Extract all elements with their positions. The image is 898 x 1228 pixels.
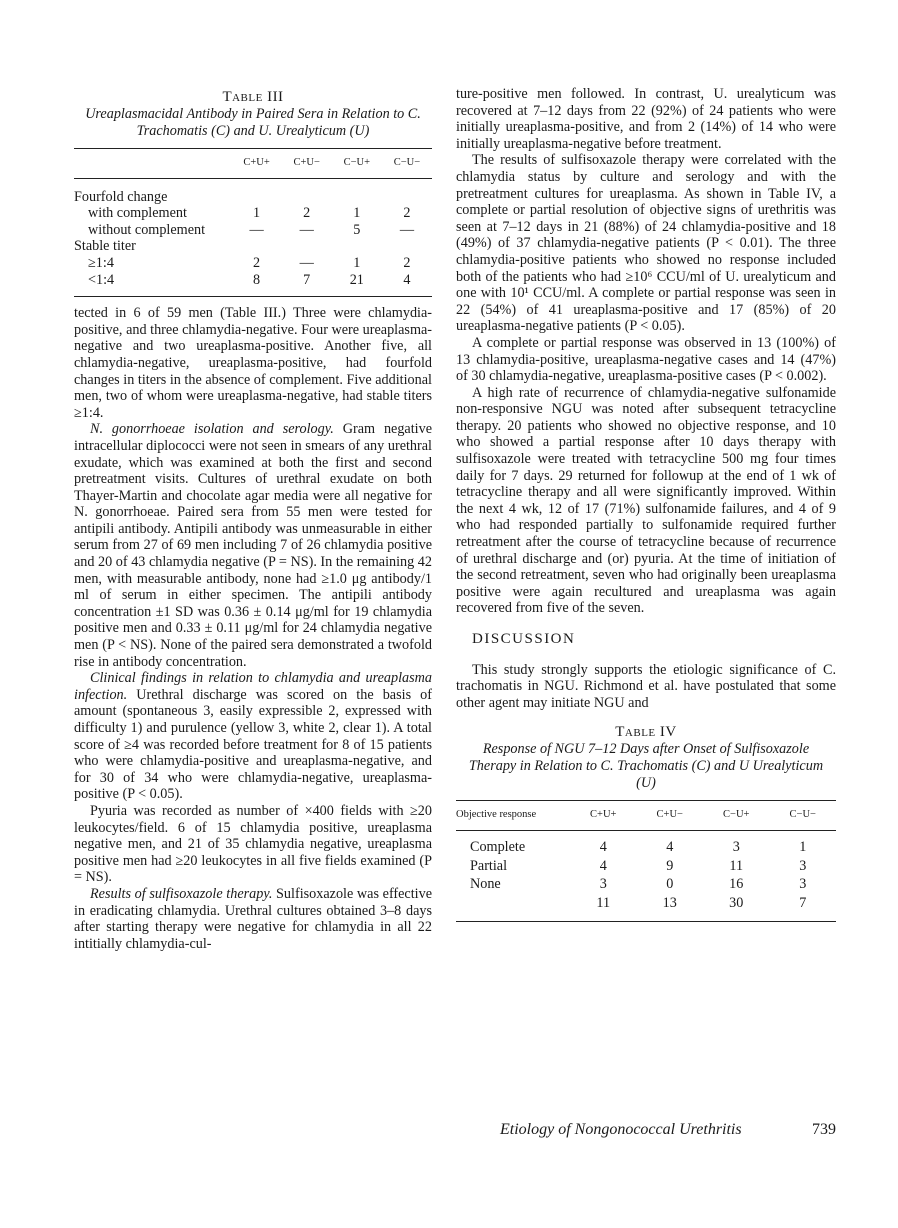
left-column bbox=[74, 88, 432, 952]
cell-value: 7 bbox=[799, 894, 807, 911]
cell-value: 0 bbox=[666, 876, 674, 893]
table-4-number: Table IV bbox=[615, 724, 677, 741]
table-row bbox=[74, 238, 432, 255]
row-label: Fourfold change bbox=[74, 188, 168, 205]
cell-value: 2 bbox=[403, 254, 411, 271]
table-row bbox=[74, 205, 432, 222]
cell-value: 1 bbox=[353, 205, 361, 222]
paragraph bbox=[74, 886, 432, 952]
cell-value: 4 bbox=[403, 271, 411, 288]
column-header: C−U− bbox=[789, 809, 816, 821]
paragraph: A complete or partial response was observed in 13 (100%) of 13 chlamydia-positive, ureaplasma-negative cases and 14 (47%) of 30 chlamydia-negative, ureaplasma-positive cases (P < 0.002). bbox=[456, 334, 836, 385]
table-row bbox=[456, 857, 836, 876]
cell-value: — bbox=[249, 221, 264, 238]
column-header: Objective response bbox=[456, 809, 537, 821]
page-footer bbox=[500, 1122, 836, 1139]
cell-value bbox=[332, 178, 382, 205]
paragraph bbox=[74, 421, 432, 670]
table-row bbox=[74, 255, 432, 272]
discussion-heading: DISCUSSION bbox=[472, 631, 576, 647]
cell-value bbox=[382, 238, 432, 255]
cell-value: 30 bbox=[729, 894, 744, 911]
paragraph-text: Gram negative intracellular diplococci were not seen in smears of any urethral exudate, which was examined at both the first and second pretreatment visits. Cultures of urethral exudate on both Thayer-Martin and chocolate agar media were all negative for N. gonorrhoeae. Paired sera from 55 men were tested for antipili antibody. Antipili antibody was unmeasurable in either serum from 27 of 69 men including 7 of 26 chlamydia positive and 20 of 43 chlamydia negative (P = NS). In the remaining 42 men, with measurable antibody, none had ≥1.0 μg antibody/1 ml of serum in either specimen. The antipili antibody concentration ±1 SD was 0.36 ± 0.14 μg/ml for 19 chlamydia positive men and 0.33 ± 0.11 μg/ml for 24 chlamydia negative men (P < NS). None of the paired sera demonstrated a twofold rise in antibody concentration. bbox=[74, 421, 433, 670]
column-header bbox=[74, 149, 232, 179]
right-column bbox=[456, 86, 836, 922]
cell-value: 3 bbox=[799, 876, 807, 893]
paragraph-subheading: N. gonorrhoeae isolation and serology. bbox=[90, 421, 334, 438]
table-4 bbox=[456, 800, 836, 922]
cell-value: — bbox=[399, 221, 415, 238]
column-header: C+U− bbox=[293, 157, 320, 168]
row-label: Complete bbox=[470, 838, 526, 855]
cell-value bbox=[232, 178, 282, 205]
row-label: ≥1:4 bbox=[88, 254, 114, 271]
table-3 bbox=[74, 148, 432, 297]
table-4-title: Response of NGU 7–12 Days after Onset of Sulfisoxazole Therapy in Relation to C. Trachomatis (C) and U Urealyticum (U) bbox=[468, 741, 824, 792]
cell-value: 7 bbox=[303, 271, 311, 288]
cell-value: — bbox=[299, 221, 314, 238]
paragraph bbox=[74, 305, 432, 421]
cell-value: 11 bbox=[596, 894, 611, 911]
cell-value: 4 bbox=[666, 838, 674, 855]
table-3-caption bbox=[74, 88, 432, 140]
paragraph bbox=[74, 670, 432, 803]
discussion-paragraph: This study strongly supports the etiologic significance of C. trachomatis in NGU. Richmond et al. have postulated that some other agent may initiate NGU and bbox=[456, 661, 836, 711]
running-title: Etiology of Nongonococcal Urethritis bbox=[500, 1121, 742, 1138]
row-label: without complement bbox=[88, 221, 206, 238]
cell-value bbox=[282, 178, 332, 205]
paragraph-text: Pyuria was recorded as number of ×400 fields with ≥20 leukocytes/field. 6 of 15 chlamydia positive, ureaplasma negative men, and 21 of 35 chlamydia negative, ureaplasma positive men had ≥20 leukocytes in all five fields examined (P = NS). bbox=[74, 802, 432, 886]
paragraph: A high rate of recurrence of chlamydia-negative sulfonamide non-responsive NGU was noted after subsequent tetracycline therapy. 20 patients who showed no objective response, and 10 who showed a partial response after 10 days therapy with sulfisoxazole were treated with tetracycline 500 mg four times daily for 7 days. 29 returned for followup at the end of 1 wk of tetracycline therapy and all were significantly improved. Within the next 4 wk, 12 of 17 (71%) sulfonamide failures, and 4 of 9 who had responded partially to sulfonamide required further retreatment after the course of tetracycline because of recurrence of urethral discharge and (or) pyuria. At the time of initiation of the second retreatment, seven who had originally been ureaplasma positive were again recultured and ureaplasma was again recovered from five of the seven. bbox=[456, 384, 836, 617]
cell-value: 13 bbox=[662, 894, 677, 911]
cell-value: 2 bbox=[303, 205, 311, 222]
cell-value: 8 bbox=[253, 271, 261, 288]
row-label: <1:4 bbox=[88, 271, 115, 288]
column-header: C−U+ bbox=[723, 809, 750, 821]
cell-value bbox=[282, 238, 332, 255]
column-header: C+U+ bbox=[590, 809, 617, 821]
cell-value: 16 bbox=[729, 876, 744, 893]
cell-value: 5 bbox=[353, 221, 361, 238]
column-header: C−U− bbox=[393, 157, 421, 168]
table-3-title: Ureaplasmacidal Antibody in Paired Sera in Relation to C. Trachomatis (C) and U. Urealyticum (U) bbox=[85, 106, 421, 139]
paragraph-text: tected in 6 of 59 men (Table III.) Three were chlamydia-positive, and three chlamydia-negative. Four were ureaplasma-negative and two ureaplasma-positive. Another five, all chlamydia-negative, ureaplasma-positive, had fourfold changes in titers in the absence of complement. Five additional men, two of whom were ureaplasma-negative, had stable titers ≥1:4. bbox=[74, 305, 432, 421]
paragraph-subheading: Results of sulfisoxazole therapy. bbox=[90, 885, 273, 902]
right-body-text bbox=[456, 86, 836, 617]
cell-value: 3 bbox=[599, 876, 607, 893]
cell-value: 1 bbox=[253, 205, 261, 222]
page-number: 739 bbox=[812, 1121, 836, 1138]
cell-value: 4 bbox=[599, 857, 607, 874]
paragraph-text: Urethral discharge was scored on the basis of amount (spontaneous 3, easily expressible 2, expressed with difficulty 1) and purulence (yellow 3, white 2, clear 1). A total score of ≥4 was recorded before treatment for 8 of 15 patients who were chlamydia-positive and ureaplasma-negative, and for 30 of 34 who were chlamydia-negative, ureaplasma-positive (P < 0.05). bbox=[74, 686, 432, 803]
table-row bbox=[456, 875, 836, 894]
table-4-caption bbox=[456, 723, 836, 792]
table-row bbox=[456, 894, 836, 922]
row-label: Stable titer bbox=[74, 238, 136, 255]
row-label: Partial bbox=[470, 857, 508, 874]
paragraph-text: Sulfisoxazole was effective in eradicating chlamydia. Urethral cultures obtained 3–8 days after starting therapy were negative for chlamydia in all 22 intitially chlamydia-cul- bbox=[74, 885, 433, 952]
cell-value: 3 bbox=[732, 838, 740, 855]
row-label: None bbox=[470, 876, 501, 893]
cell-value: 21 bbox=[349, 271, 364, 288]
row-label: with complement bbox=[88, 205, 187, 222]
paragraph: The results of sulfisoxazole therapy were correlated with the chlamydia status by culture and serology and with the pretreatment cultures for ureaplasma. As shown in Table IV, a complete or partial resolution of objective signs of urethritis was seen at 7–12 days in 21 (88%) of 24 chlamydia-positive and 18 (49%) of 37 chlamydia-negative patients (P < 0.01). The three chlamydia-positive patients who showed no response included both of the patients who had ≥10⁶ CCU/ml of U. urealyticum and one with 10¹ CCU/ml. A complete or partial response was seen in 22 (54%) of 41 ureaplasma-positive and 17 (85%) of 20 ureaplasma-negative patients (P < 0.05). bbox=[456, 152, 836, 335]
cell-value: 11 bbox=[729, 857, 744, 874]
cell-value: 1 bbox=[353, 254, 361, 271]
paragraph: ture-positive men followed. In contrast, U. urealyticum was recovered at 7–12 days from 22 (92%) of 24 patients who were initially ureaplasma-positive, and from 2 (14%) of 14 who were initially ureaplasma-negative before treatment. bbox=[456, 86, 836, 152]
column-header: C+U+ bbox=[243, 157, 270, 168]
cell-value: 9 bbox=[666, 857, 674, 874]
table-row bbox=[74, 222, 432, 239]
table-row bbox=[456, 830, 836, 856]
row-label bbox=[456, 894, 570, 922]
cell-value: 3 bbox=[799, 857, 807, 874]
cell-value: — bbox=[299, 254, 314, 271]
cell-value bbox=[332, 238, 382, 255]
cell-value bbox=[232, 238, 282, 255]
paragraph-subheading: Clinical findings in relation to chlamydia and ureaplasma infection. bbox=[74, 670, 432, 703]
cell-value bbox=[382, 178, 432, 205]
cell-value: 1 bbox=[799, 838, 807, 855]
paragraph bbox=[74, 803, 432, 886]
left-body-text bbox=[74, 305, 432, 952]
table-3-number: Table III bbox=[222, 89, 284, 105]
cell-value: 4 bbox=[599, 838, 607, 855]
column-header: C+U− bbox=[656, 809, 683, 821]
cell-value: 2 bbox=[403, 205, 411, 222]
cell-value: 2 bbox=[253, 254, 261, 271]
table-row bbox=[74, 272, 432, 297]
column-header: C−U+ bbox=[343, 157, 370, 168]
table-row bbox=[74, 178, 432, 205]
